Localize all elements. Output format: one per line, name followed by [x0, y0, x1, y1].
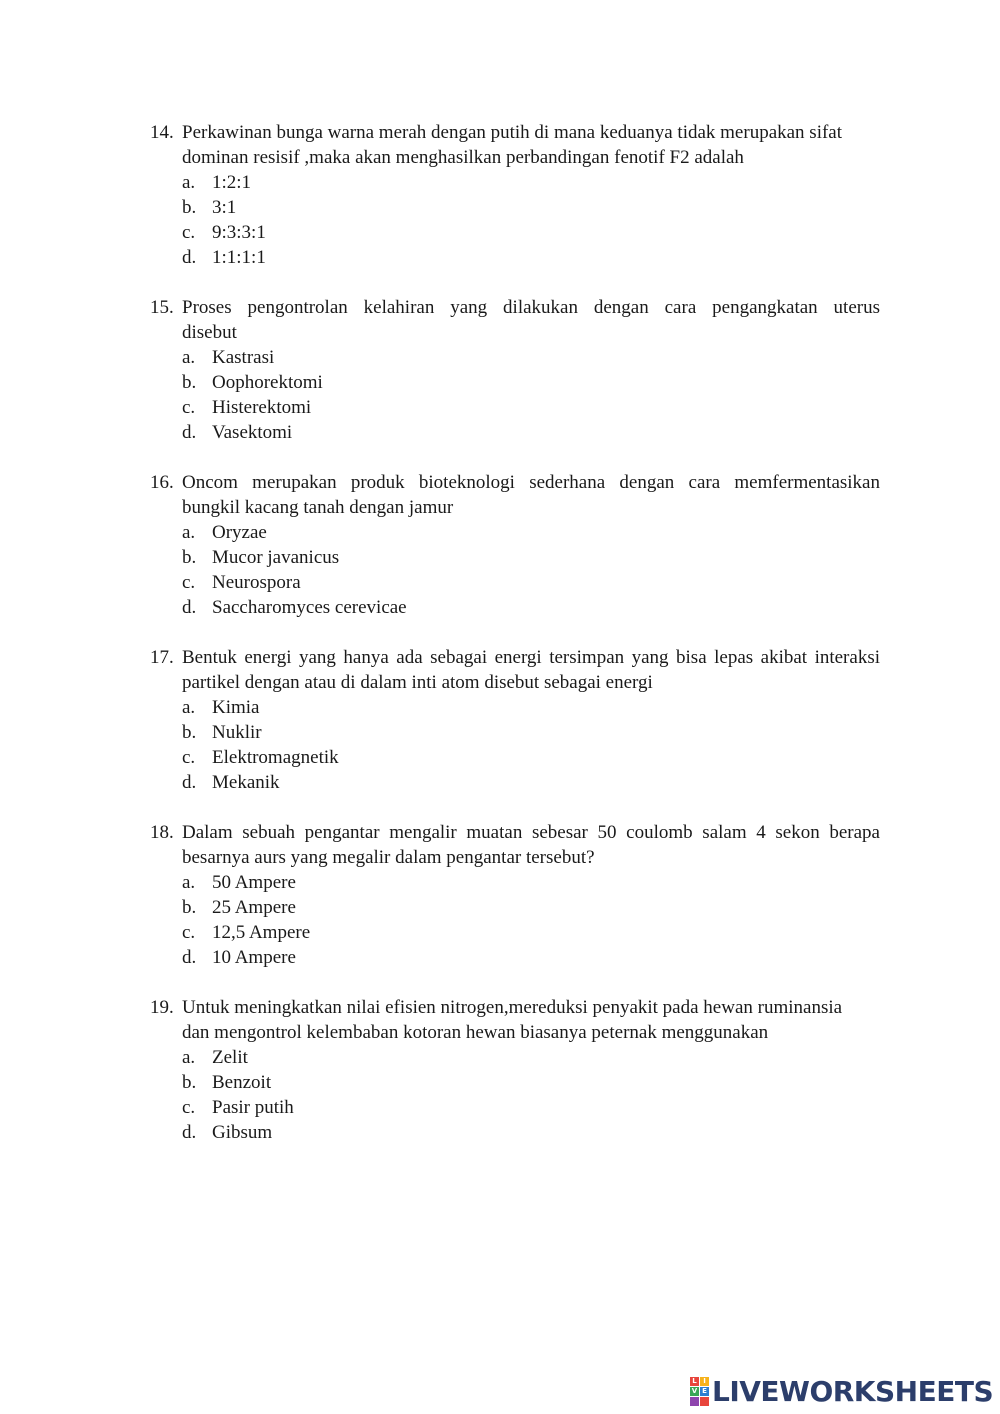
answer-option-b[interactable] — [150, 1070, 880, 1095]
option-letter: a. — [182, 172, 196, 193]
liveworksheets-logo-icon — [690, 1377, 709, 1406]
option-letter: b. — [182, 1072, 197, 1093]
logo-tile: V — [691, 1386, 698, 1395]
option-letter: c. — [182, 222, 196, 243]
question-15 — [150, 295, 880, 445]
question-text-line: Untuk meningkatkan nilai efisien nitrogen,mereduksi penyakit pada hewan ruminansia — [182, 997, 843, 1018]
answer-option-a[interactable] — [150, 695, 880, 720]
question-number: 15. — [150, 297, 174, 318]
option-text: Saccharomyces cerevicae — [212, 597, 407, 618]
answer-options — [150, 170, 880, 270]
option-letter: c. — [182, 1097, 196, 1118]
option-letter: c. — [182, 572, 196, 593]
option-letter: a. — [182, 347, 196, 368]
answer-option-d[interactable] — [150, 1120, 880, 1145]
option-text: Zelit — [212, 1047, 248, 1068]
answer-option-c[interactable] — [150, 570, 880, 595]
question-text — [182, 120, 880, 170]
question-number: 17. — [150, 647, 174, 668]
logo-tile: L — [690, 1377, 699, 1386]
option-letter: b. — [182, 197, 197, 218]
logo-tile — [690, 1397, 699, 1406]
answer-options — [150, 520, 880, 620]
option-letter: d. — [182, 247, 197, 268]
option-letter: b. — [182, 372, 197, 393]
option-text: 50 Ampere — [212, 872, 296, 893]
option-letter: b. — [182, 722, 197, 743]
option-text: 3:1 — [212, 197, 237, 218]
question-text — [182, 470, 880, 520]
answer-option-d[interactable] — [150, 945, 880, 970]
option-text: 9:3:3:1 — [212, 222, 266, 243]
question-text-line: Proses pengontrolan kelahiran yang dilakukan dengan cara pengangkatan uterus — [182, 297, 880, 318]
option-letter: d. — [182, 772, 197, 793]
question-17 — [150, 645, 880, 795]
option-letter: d. — [182, 947, 197, 968]
answer-option-c[interactable] — [150, 745, 880, 770]
question-number: 16. — [150, 472, 174, 493]
option-text: Gibsum — [212, 1122, 273, 1143]
question-text-line: Perkawinan bunga warna merah dengan putih di mana keduanya tidak merupakan sifat — [182, 122, 843, 143]
option-text: 1:1:1:1 — [212, 247, 266, 268]
question-text-line: dan mengontrol kelembaban kotoran hewan biasanya peternak menggunakan — [182, 1022, 769, 1043]
question-text — [182, 295, 880, 345]
question-text-line: bungkil kacang tanah dengan jamur — [182, 497, 454, 518]
answer-option-b[interactable] — [150, 720, 880, 745]
option-letter: d. — [182, 422, 197, 443]
question-text-line: disebut — [182, 322, 237, 343]
answer-option-a[interactable] — [150, 870, 880, 895]
option-letter: d. — [182, 597, 197, 618]
logo-tile: I — [700, 1377, 709, 1386]
option-text: 12,5 Ampere — [212, 922, 311, 943]
option-text: 10 Ampere — [212, 947, 296, 968]
answer-option-a[interactable] — [150, 1045, 880, 1070]
question-text-line: Dalam sebuah pengantar mengalir muatan sebesar 50 coulomb salam 4 sekon berapa — [182, 822, 880, 843]
answer-options — [150, 870, 880, 970]
answer-options — [150, 695, 880, 795]
option-letter: d. — [182, 1122, 197, 1143]
question-text — [182, 820, 880, 870]
option-letter: b. — [182, 897, 197, 918]
logo-tile: E — [700, 1387, 709, 1396]
answer-option-a[interactable] — [150, 520, 880, 545]
option-text: Pasir putih — [212, 1097, 294, 1118]
answer-option-a[interactable] — [150, 345, 880, 370]
answer-option-b[interactable] — [150, 545, 880, 570]
option-letter: b. — [182, 547, 197, 568]
answer-options — [150, 345, 880, 445]
answer-option-c[interactable] — [150, 220, 880, 245]
liveworksheets-watermark — [690, 1374, 993, 1408]
answer-option-c[interactable] — [150, 395, 880, 420]
answer-option-d[interactable] — [150, 770, 880, 795]
option-text: 1:2:1 — [212, 172, 252, 193]
option-letter: c. — [182, 397, 196, 418]
option-text: Vasektomi — [212, 422, 293, 443]
question-14 — [150, 120, 880, 270]
option-text: Mekanik — [212, 772, 280, 793]
question-text-line: Bentuk energi yang hanya ada sebagai energi tersimpan yang bisa lepas akibat interaksi — [182, 647, 880, 668]
question-16 — [150, 470, 880, 620]
option-text: Histerektomi — [212, 397, 312, 418]
option-text: Oophorektomi — [212, 372, 323, 393]
option-text: Kastrasi — [212, 347, 275, 368]
option-letter: a. — [182, 1047, 196, 1068]
answer-option-b[interactable] — [150, 895, 880, 920]
option-text: Oryzae — [212, 522, 267, 543]
question-text — [182, 995, 880, 1045]
logo-tile — [700, 1397, 709, 1406]
option-text: 25 Ampere — [212, 897, 296, 918]
watermark-brand-text: LIVEWORKSHEETS — [712, 1374, 994, 1408]
question-number: 19. — [150, 997, 174, 1018]
option-text: Neurospora — [212, 572, 301, 593]
option-letter: a. — [182, 697, 196, 718]
option-letter: c. — [182, 747, 196, 768]
option-letter: c. — [182, 922, 196, 943]
question-number: 18. — [150, 822, 174, 843]
answer-option-d[interactable] — [150, 245, 880, 270]
question-text — [182, 645, 880, 695]
option-letter: a. — [182, 872, 196, 893]
answer-option-d[interactable] — [150, 420, 880, 445]
answer-option-b[interactable] — [150, 195, 880, 220]
question-19 — [150, 995, 880, 1145]
question-text-line: besarnya aurs yang megalir dalam pengantar tersebut? — [182, 847, 595, 868]
option-text: Benzoit — [212, 1072, 272, 1093]
question-text-line: Oncom merupakan produk bioteknologi sederhana dengan cara memfermentasikan — [182, 472, 880, 493]
answer-options — [150, 1045, 880, 1145]
answer-option-c[interactable] — [150, 920, 880, 945]
answer-option-b[interactable] — [150, 370, 880, 395]
question-text-line: dominan resisif ,maka akan menghasilkan perbandingan fenotif F2 adalah — [182, 147, 744, 168]
option-text: Mucor javanicus — [212, 547, 340, 568]
option-letter: a. — [182, 522, 196, 543]
answer-option-c[interactable] — [150, 1095, 880, 1120]
option-text: Elektromagnetik — [212, 747, 339, 768]
question-text-line: partikel dengan atau di dalam inti atom disebut sebagai energi — [182, 672, 653, 693]
option-text: Kimia — [212, 697, 260, 718]
question-number: 14. — [150, 122, 174, 143]
answer-option-d[interactable] — [150, 595, 880, 620]
question-18 — [150, 820, 880, 970]
answer-option-a[interactable] — [150, 170, 880, 195]
option-text: Nuklir — [212, 722, 262, 743]
